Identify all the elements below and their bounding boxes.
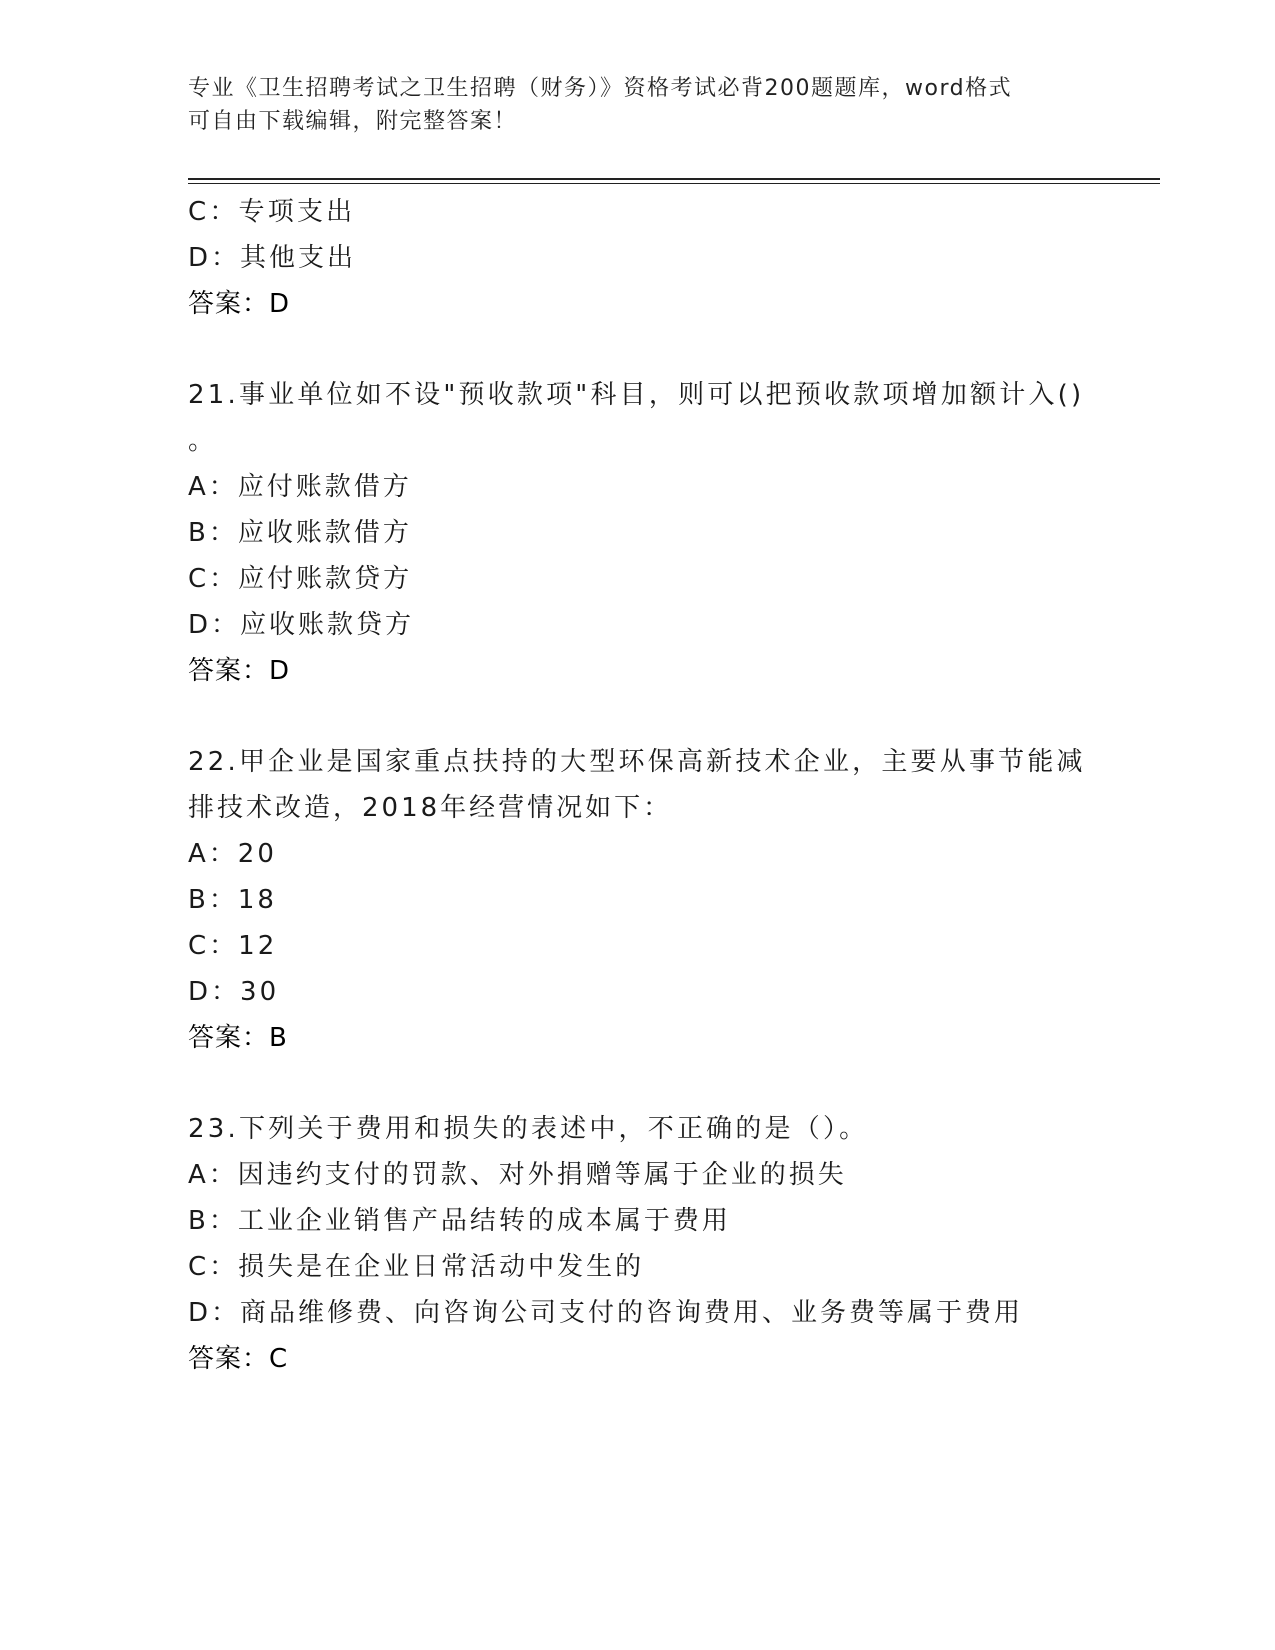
- option-c: C：应付账款贷方: [188, 564, 413, 594]
- option-c: C：损失是在企业日常活动中发生的: [188, 1252, 645, 1282]
- option-c: C：12: [188, 931, 278, 961]
- option-a: A：因违约支付的罚款、对外捐赠等属于企业的损失: [188, 1160, 847, 1190]
- question-23: [188, 1106, 1088, 1382]
- question-content: [188, 189, 1088, 1382]
- question-21: [188, 372, 1088, 694]
- option-b: B：应收账款借方: [188, 518, 412, 548]
- option-d: D：其他支出: [188, 243, 357, 273]
- answer-line: 答案：D: [188, 656, 291, 686]
- question-stem-line: 23.下列关于费用和损失的表述中，不正确的是（）。: [188, 1114, 869, 1144]
- question-stem-line: 。: [188, 426, 218, 456]
- option-b: B：18: [188, 885, 277, 915]
- header-divider-thin: [188, 183, 1160, 184]
- option-d: D：30: [188, 977, 280, 1007]
- option-b: B：工业企业销售产品结转的成本属于费用: [188, 1206, 731, 1236]
- header-divider-thick: [188, 178, 1160, 180]
- document-header: [188, 72, 1088, 138]
- header-title-line-1: 专业《卫生招聘考试之卫生招聘（财务）》资格考试必背200题题库，word格式: [188, 76, 1013, 101]
- question-spacer: [188, 1061, 1088, 1106]
- option-a: A：应付账款借方: [188, 472, 412, 502]
- option-d: D：商品维修费、向咨询公司支付的咨询费用、业务费等属于费用: [188, 1298, 1024, 1328]
- question-20-continued: [188, 189, 1088, 327]
- answer-line: 答案：D: [188, 289, 291, 319]
- question-stem-line: 22.甲企业是国家重点扶持的大型环保高新技术企业，主要从事节能减: [188, 747, 1086, 777]
- option-c: C：专项支出: [188, 197, 356, 227]
- question-spacer: [188, 327, 1088, 372]
- answer-line: 答案：C: [188, 1344, 289, 1374]
- answer-line: 答案：B: [188, 1023, 288, 1053]
- option-a: A：20: [188, 839, 277, 869]
- question-stem-line: 排技术改造，2018年经营情况如下：: [188, 793, 673, 823]
- header-title-line-2: 可自由下载编辑，附完整答案！: [188, 109, 518, 134]
- question-spacer: [188, 694, 1088, 739]
- question-stem-line: 21.事业单位如不设"预收款项"科目，则可以把预收款项增加额计入(): [188, 380, 1085, 410]
- option-d: D：应收账款贷方: [188, 610, 415, 640]
- question-22: [188, 739, 1088, 1061]
